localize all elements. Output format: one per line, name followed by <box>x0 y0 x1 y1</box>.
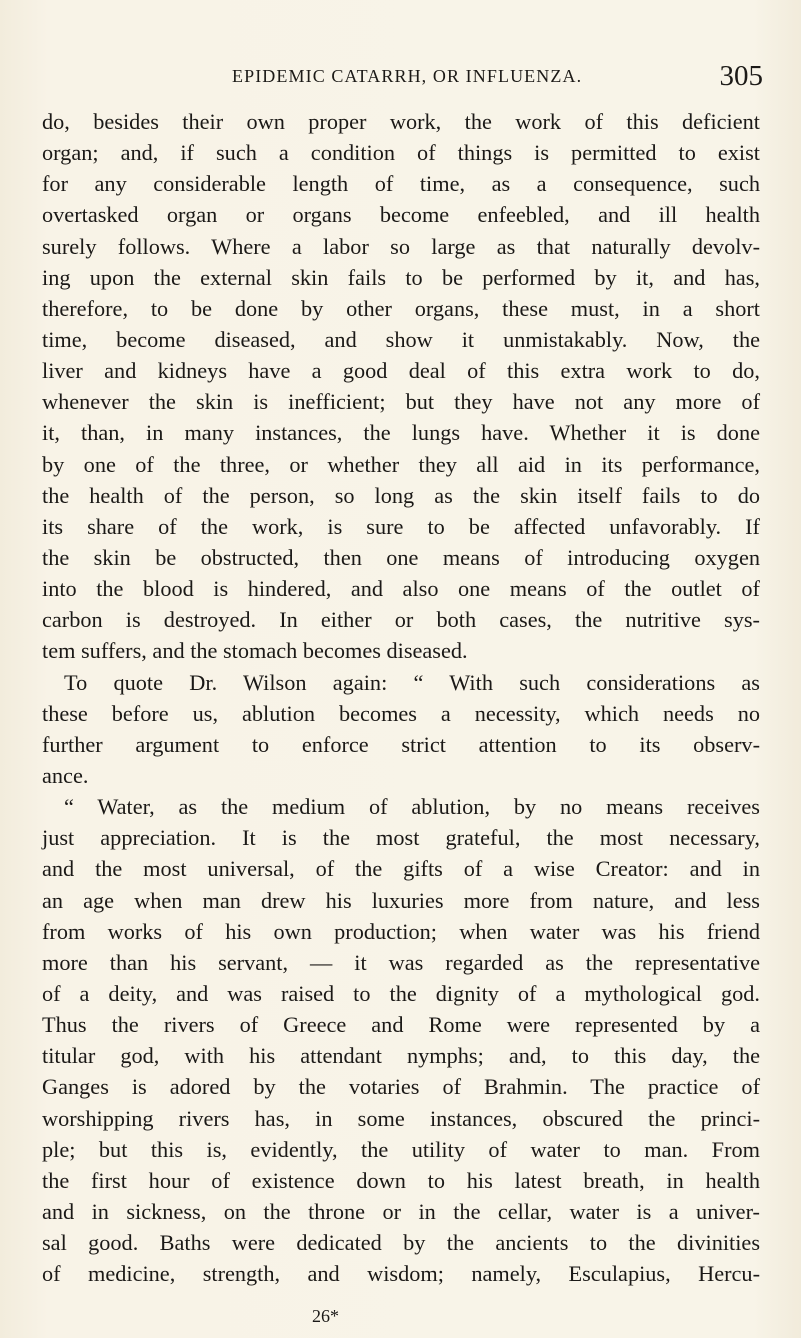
text-line: an age when man drew his luxuries more from nature, and less <box>42 887 760 913</box>
text-line: overtasked organ or organs become enfeebled, and ill health <box>42 202 760 228</box>
text-line: liver and kidneys have a good deal of this extra work to do, <box>42 358 760 384</box>
text-line: do, besides their own proper work, the work of this deficient <box>42 109 760 134</box>
text-line: of medicine, strength, and wisdom; namely, Esculapius, Hercu- <box>42 1261 760 1287</box>
text-line: time, become diseased, and show it unmistakably. Now, the <box>42 326 760 352</box>
text-line: ing upon the external skin fails to be performed by it, and has, <box>42 264 760 290</box>
running-title: EPIDEMIC CATARRH, OR INFLUENZA. <box>232 66 583 86</box>
text-line: these before us, ablution becomes a necessity, which needs no <box>42 700 760 726</box>
text-line: Thus the rivers of Greece and Rome were represented by a <box>42 1012 760 1038</box>
text-line: into the blood is hindered, and also one means of the outlet of <box>42 576 760 602</box>
text-line: titular god, with his attendant nymphs; and, to this day, the <box>42 1043 760 1069</box>
text-line: further argument to enforce strict attention to its observ- <box>42 731 760 757</box>
text-line: surely follows. Where a labor so large as that naturally devolv- <box>42 233 760 259</box>
text-line: just appreciation. It is the most grateful, the most necessary, <box>42 825 760 851</box>
text-line: of a deity, and was raised to the dignity of a mythological god. <box>42 980 760 1006</box>
text-line: “ Water, as the medium of ablution, by no means receives <box>64 794 760 820</box>
text-line: carbon is destroyed. In either or both cases, the nutritive sys- <box>42 607 760 633</box>
text-line: its share of the work, is sure to be affected unfavorably. If <box>42 513 760 539</box>
text-line: therefore, to be done by other organs, these must, in a short <box>42 295 760 321</box>
text-line: sal good. Baths were dedicated by the ancients to the divinities <box>42 1230 760 1256</box>
text-line: organ; and, if such a condition of things is permitted to exist <box>42 140 760 166</box>
body-text <box>42 106 760 1289</box>
text-line: To quote Dr. Wilson again: “ With such considerations as <box>64 669 760 695</box>
page-number: 305 <box>719 60 763 92</box>
text-line: for any considerable length of time, as a consequence, such <box>42 171 760 197</box>
text-line: by one of the three, or whether they all aid in its performance, <box>42 451 760 477</box>
text-line: the skin be obstructed, then one means of introducing oxygen <box>42 544 760 570</box>
text-line: whenever the skin is inefficient; but they have not any more of <box>42 389 760 415</box>
text-line: tem suffers, and the stomach becomes diseased. <box>42 638 468 664</box>
text-line: from works of his own production; when water was his friend <box>42 918 760 944</box>
page-header <box>42 62 763 106</box>
text-line: and in sickness, on the throne or in the cellar, water is a univer- <box>42 1198 760 1224</box>
text-line: it, than, in many instances, the lungs have. Whether it is done <box>42 420 760 446</box>
text-line: the health of the person, so long as the skin itself fails to do <box>42 482 760 508</box>
text-line: ance. <box>42 762 89 788</box>
text-line: ple; but this is, evidently, the utility of water to man. From <box>42 1136 760 1162</box>
text-line: and the most universal, of the gifts of a wise Creator: and in <box>42 856 760 882</box>
text-line: more than his servant, — it was regarded as the representative <box>42 949 760 975</box>
signature-mark: 26* <box>312 1306 339 1326</box>
text-line: the first hour of existence down to his latest breath, in health <box>42 1167 760 1193</box>
text-line: worshipping rivers has, in some instances, obscured the princi- <box>42 1105 760 1131</box>
text-line: Ganges is adored by the votaries of Brahmin. The practice of <box>42 1074 760 1100</box>
